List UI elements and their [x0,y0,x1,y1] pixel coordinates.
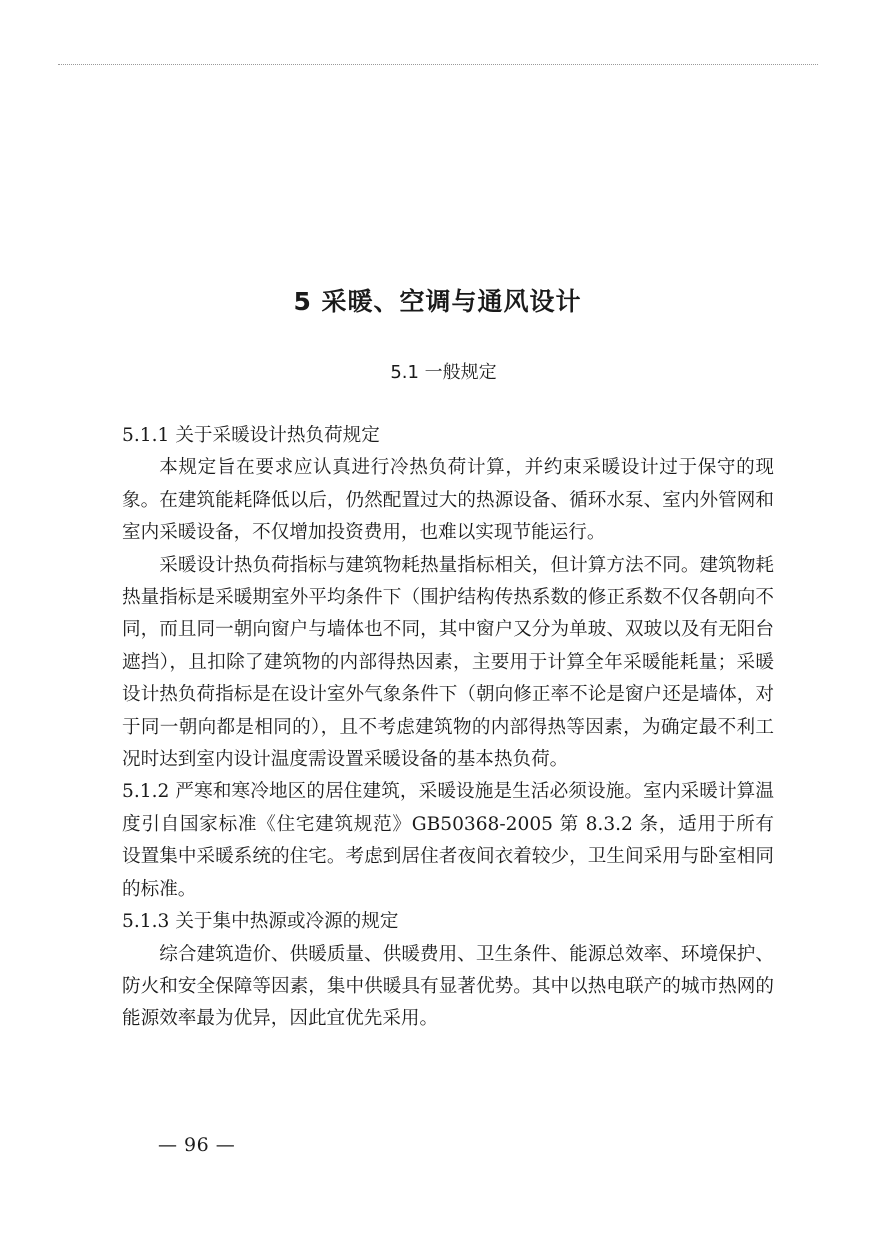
header-rule [58,64,818,65]
clause-number: 5.1.1 [122,425,170,446]
clause-number: 5.1.3 [122,911,170,933]
clause-5-1-1-heading [122,420,774,452]
clause-text: 严寒和寒冷地区的居住建筑，采暖设施是生活必须设施。室内采暖计算温度引自国家标准《住宅建筑规范》GB50368-2005 第 8.3.2 条，适用于所有设置集中采暖系统的住宅。考虑到居住者夜间衣着较少，卫生间采用与卧室相同的标准。 [122,781,774,900]
clause-5-1-2 [122,776,774,906]
clause-5-1-3-heading [122,906,774,938]
clause-number: 5.1.2 [122,781,170,803]
paragraph: 本规定旨在要求应认真进行冷热负荷计算，并约束采暖设计过于保守的现象。在建筑能耗降低以后，仍然配置过大的热源设备、循环水泵、室内外管网和室内采暖设备，不仅增加投资费用，也难以实现节能运行。 [122,457,774,544]
clause-heading-text: 关于集中热源或冷源的规定 [175,911,399,933]
paragraph: 综合建筑造价、供暖质量、供暖费用、卫生条件、能源总效率、环境保护、防火和安全保障等因素，集中供暖具有显著优势。其中以热电联产的城市热网的能源效率最为优异，因此宜优先采用。 [122,943,774,1030]
clause-heading-text: 关于采暖设计热负荷规定 [175,425,380,446]
paragraph: 采暖设计热负荷指标与建筑物耗热量指标相关，但计算方法不同。建筑物耗热量指标是采暖期室外平均条件下（围护结构传热系数的修正系数不仅各朝向不同，而且同一朝向窗户与墙体也不同，其中窗户又分为单玻、双玻以及有无阳台遮挡），且扣除了建筑物的内部得热因素，主要用于计算全年采暖能耗量；采暖设计热负荷指标是在设计室外气象条件下（朝向修正率不论是窗户还是墙体，对于同一朝向都是相同的），且不考虑建筑物的内部得热等因素，为确定最不利工况时达到室内设计温度需设置采暖设备的基本热负荷。 [122,554,774,771]
document-body [122,420,774,1036]
chapter-title: 5 采暖、空调与通风设计 [293,287,582,316]
page-number: — 96 — [158,1134,236,1156]
section-title: 5.1 一般规定 [390,362,497,383]
